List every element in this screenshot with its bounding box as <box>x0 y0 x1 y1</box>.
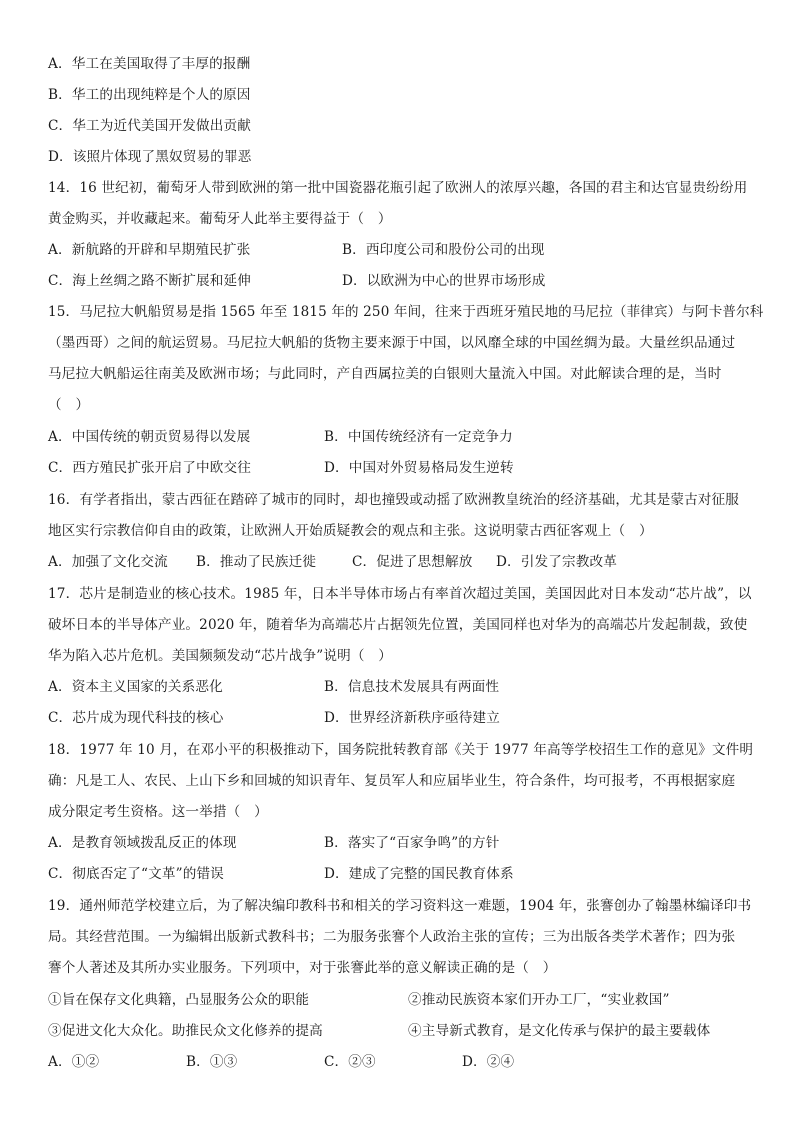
q14-option-c: C．海上丝绸之路不断扩展和延伸 <box>48 273 251 289</box>
q13-option-c: C．华工为近代美国开发做出贡献 <box>48 118 251 134</box>
q15-option-d: D．中国对外贸易格局发生逆转 <box>324 460 514 476</box>
q15-stem-line-2: （墨西哥）之间的航运贸易。马尼拉大帆船的货物主要来源于中国，以风靡全球的中国丝绸为最。大量丝织品通过 <box>48 335 736 351</box>
q19-statement-3: ③促进文化大众化。助推民众文化修养的提高 <box>48 1023 323 1039</box>
q15-option-a: A．中国传统的朝贡贸易得以发展 <box>48 429 251 445</box>
q14-option-d: D．以欧洲为中心的世界市场形成 <box>342 273 546 289</box>
q17-option-c: C．芯片成为现代科技的核心 <box>48 710 224 726</box>
q17-option-d: D．世界经济新秩序亟待建立 <box>324 710 500 726</box>
q19-stem-line-2: 局。其经营范围。一为编辑出版新式教科书；二为服务张謇个人政治主张的宣传；三为出版各类学术著作；四为张 <box>48 929 736 945</box>
q15-option-c: C．西方殖民扩张开启了中欧交往 <box>48 460 251 476</box>
q19-stem-line-3: 謇个人著述及其所办实业服务。下列项中，对于张謇此举的意义解读正确的是（ ） <box>48 960 557 976</box>
q17-stem-line-1: 17．芯片是制造业的核心技术。1985 年，日本半导体市场占有率首次超过美国，美国因此对日本发动“芯片战”，以 <box>48 586 752 602</box>
q16-option-d: D．引发了宗教改革 <box>496 554 617 570</box>
q19-option-c: C．②③ <box>324 1054 376 1070</box>
q18-stem-line-1: 18．1977 年 10 月，在邓小平的积极推动下，国务院批转教育部《关于 1977 年高等学校招生工作的意见》文件明 <box>48 742 754 758</box>
q16-option-b: B．推动了民族迁徙 <box>196 554 317 570</box>
q14-option-b: B．西印度公司和股份公司的出现 <box>342 242 545 258</box>
q19-stem-line-1: 19．通州师范学校建立后，为了解决编印教科书和相关的学习资料这一难题，1904 年，张謇创办了翰墨林编译印书 <box>48 898 752 914</box>
q16-option-c: C．促进了思想解放 <box>352 554 473 570</box>
q19-option-d: D．②④ <box>462 1054 515 1070</box>
q16-stem-line-1: 16．有学者指出，蒙古西征在踏碎了城市的同时，却也撞毁或动摇了欧洲教皇统治的经济基础，尤其是蒙古对征服 <box>48 492 740 508</box>
q17-option-b: B．信息技术发展具有两面性 <box>324 679 500 695</box>
q19-statement-1: ①旨在保存文化典籍，凸显服务公众的职能 <box>48 992 310 1008</box>
q17-stem-line-3: 华为陷入芯片危机。美国频频发动“芯片战争”说明（ ） <box>48 648 393 664</box>
q13-option-d: D．该照片体现了黑奴贸易的罪恶 <box>48 149 252 165</box>
q14-stem-line-2: 黄金购买，并收藏起来。葡萄牙人此举主要得益于（ ） <box>48 211 392 227</box>
q18-option-a: A．是教育领域拨乱反正的体现 <box>48 835 237 851</box>
q18-option-c: C．彻底否定了“文革”的错误 <box>48 866 224 882</box>
q19-statement-4: ④主导新式教育，是文化传承与保护的最主要载体 <box>408 1023 711 1039</box>
q15-stem-line-3: 马尼拉大帆船运往南美及欧洲市场；与此同时，产自西属拉美的白银则大量流入中国。对此解读合理的是，当时 <box>48 366 722 382</box>
q15-stem-line-1: 15．马尼拉大帆船贸易是指 1565 年至 1815 年的 250 年间，往来于西班牙殖民地的马尼拉（菲律宾）与阿卡普尔科 <box>48 304 764 320</box>
q18-option-b: B．落实了“百家争鸣”的方针 <box>324 835 500 851</box>
q18-option-d: D．建成了完整的国民教育体系 <box>324 866 514 882</box>
q16-option-a: A．加强了文化交流 <box>48 554 168 570</box>
q19-option-a: A．①② <box>48 1054 100 1070</box>
q15-option-b: B．中国传统经济有一定竞争力 <box>324 429 513 445</box>
q19-statement-2: ②推动民族资本家们开办工厂，“实业救国” <box>408 992 670 1008</box>
q14-option-a: A．新航路的开辟和早期殖民扩张 <box>48 242 251 258</box>
q17-stem-line-2: 破坏日本的半导体产业。2020 年，随着华为高端芯片占据领先位置，美国同样也对华为的高端芯片发起制裁，致使 <box>48 617 748 633</box>
q14-stem-line-1: 14．16 世纪初，葡萄牙人带到欧洲的第一批中国瓷器花瓶引起了欧洲人的浓厚兴趣，各国的君主和达官显贵纷纷用 <box>48 180 748 196</box>
q15-stem-line-4: （ ） <box>48 397 90 413</box>
q18-stem-line-2: 确：凡是工人、农民、上山下乡和回城的知识青年、复员军人和应届毕业生，符合条件，均可报考，不再根据家庭 <box>48 773 736 789</box>
q17-option-a: A．资本主义国家的关系恶化 <box>48 679 223 695</box>
q16-stem-line-2: 地区实行宗教信仰自由的政策，让欧洲人开始质疑教会的观点和主张。这说明蒙古西征客观上（ ） <box>48 523 653 539</box>
q13-option-b: B．华工的出现纯粹是个人的原因 <box>48 87 251 103</box>
q19-option-b: B．①③ <box>186 1054 238 1070</box>
q13-option-a: A．华工在美国取得了丰厚的报酬 <box>48 56 251 72</box>
q18-stem-line-3: 成分限定考生资格。这一举措（ ） <box>48 804 268 820</box>
